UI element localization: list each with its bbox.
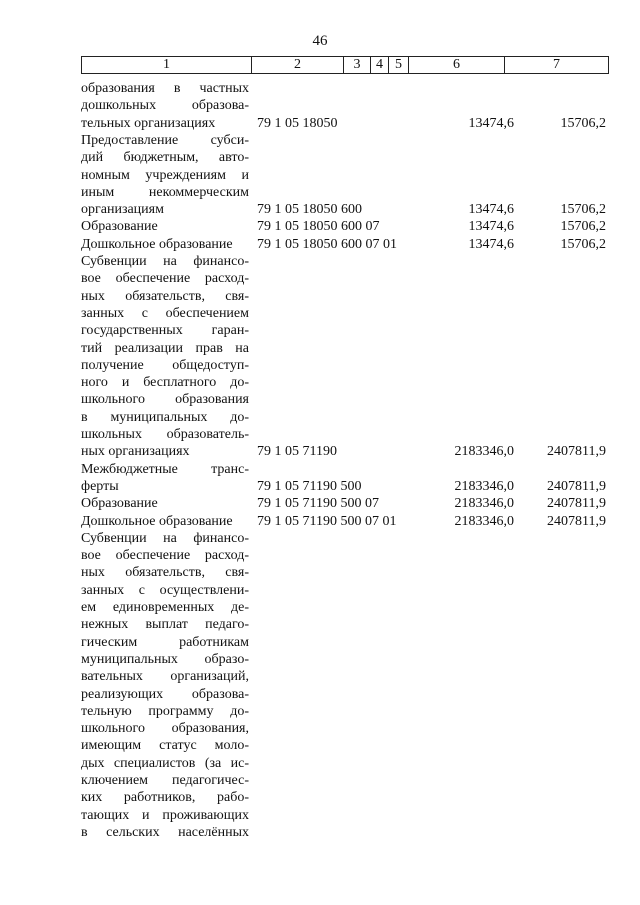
row-name-text: получение общедоступ- [81,357,249,373]
row-name-text: школьного образования, [81,721,249,737]
row-name-text: вательных организаций, [81,669,249,685]
row-name-text: Образование [81,219,158,235]
row-name-text: вое обеспечение расход- [81,271,249,287]
row-name-text: в муниципальных до- [81,409,249,425]
row-name-text: тающих и проживающих [81,807,249,823]
row-name-text: занных с обеспечением [81,305,249,321]
row-name-text: в сельских населённых [81,824,249,840]
row-code: 79 1 05 71190 500 07 01 [257,513,397,529]
row-name-text: ферты [81,478,119,494]
row-name-text: тельных организациях [81,115,216,131]
row-code: 79 1 05 71190 [257,444,337,460]
row-code: 79 1 05 18050 600 07 01 [257,236,397,252]
row-name-text: ных организациях [81,444,190,460]
row-name-text: номным учреждениям и [81,167,249,183]
row-name-text: ких работников, рабо- [81,790,249,806]
row-name-text: занных с осуществлени- [81,582,249,598]
row-name-text: Образование [81,496,158,512]
row-name-text: Межбюджетные транс- [81,461,249,477]
row-value-col6: 13474,6 [468,236,514,252]
row-value-col7: 15706,2 [560,236,606,252]
page-number: 46 [312,33,328,49]
row-name-text: гическим работникам [81,634,249,650]
row-value-col6: 13474,6 [468,219,514,235]
row-value-col7: 15706,2 [560,115,606,131]
row-name-text: дошкольных образова- [81,98,249,114]
row-name-text: школьных образователь- [81,427,249,442]
row-name-text: ключением педагогичес- [81,773,249,788]
row-code: 79 1 05 71190 500 07 [257,496,379,512]
column-header-1: 1 [82,57,252,74]
row-value-col6: 2183346,0 [454,496,514,512]
row-value-col7: 15706,2 [560,219,606,235]
row-value-col6: 2183346,0 [454,444,514,460]
column-header-table [81,56,609,74]
row-name-text: тельную программу до- [81,703,249,719]
row-name-text: образования в частных [81,81,249,96]
row-name-text: реализующих образова- [81,686,249,702]
row-name-text: Дошкольное образование [81,236,233,252]
row-value-col7: 2407811,9 [547,478,606,494]
row-name-text: имеющим статус моло- [81,738,249,754]
row-name-text: дий бюджетным, авто- [81,150,249,166]
row-name-text: ного и бесплатного до- [81,375,249,391]
row-name-text: ных обязательств, свя- [81,288,249,304]
row-code: 79 1 05 18050 600 07 [257,219,380,235]
row-value-col6: 2183346,0 [454,513,514,529]
row-name-text: ем единовременных де- [81,600,249,615]
row-name-text: нежных выплат педаго- [81,617,249,633]
row-name-text: муниципальных образо- [81,651,249,667]
row-name-text: иным некоммерческим [81,184,249,200]
row-value-col6: 13474,6 [468,202,514,218]
row-value-col7: 2407811,9 [547,496,606,512]
row-name-text: организациям [81,202,164,218]
column-header-6: 6 [409,57,505,74]
column-header-5: 5 [389,57,409,74]
row-name-text: Предоставление субси- [81,132,249,148]
column-header-7: 7 [505,57,609,74]
row-value-col7: 15706,2 [560,202,606,218]
row-value-col7: 2407811,9 [547,444,606,460]
row-value-col6: 2183346,0 [454,478,514,494]
column-header-2: 2 [252,57,344,74]
row-name-text: ных обязательств, свя- [81,565,249,581]
row-name-text: Субвенции на финансо- [81,530,249,546]
row-name-text: Субвенции на финансо- [81,254,249,269]
row-value-col6: 13474,6 [468,115,514,131]
row-value-col7: 2407811,9 [547,513,606,529]
row-code: 79 1 05 18050 600 [257,202,362,218]
column-header-row [82,57,609,74]
column-header-4: 4 [371,57,389,74]
row-code: 79 1 05 71190 500 [257,478,362,494]
row-name-text: тий реализации прав на [81,340,249,356]
row-name-text: школьного образования [81,392,249,408]
row-name-text: дых специалистов (за ис- [81,755,249,771]
row-name-text: Дошкольное образование [81,513,233,529]
row-name-text: вое обеспечение расход- [81,548,249,564]
row-name-text: государственных гаран- [81,323,249,339]
row-code: 79 1 05 18050 [257,115,338,131]
column-header-3: 3 [344,57,371,74]
